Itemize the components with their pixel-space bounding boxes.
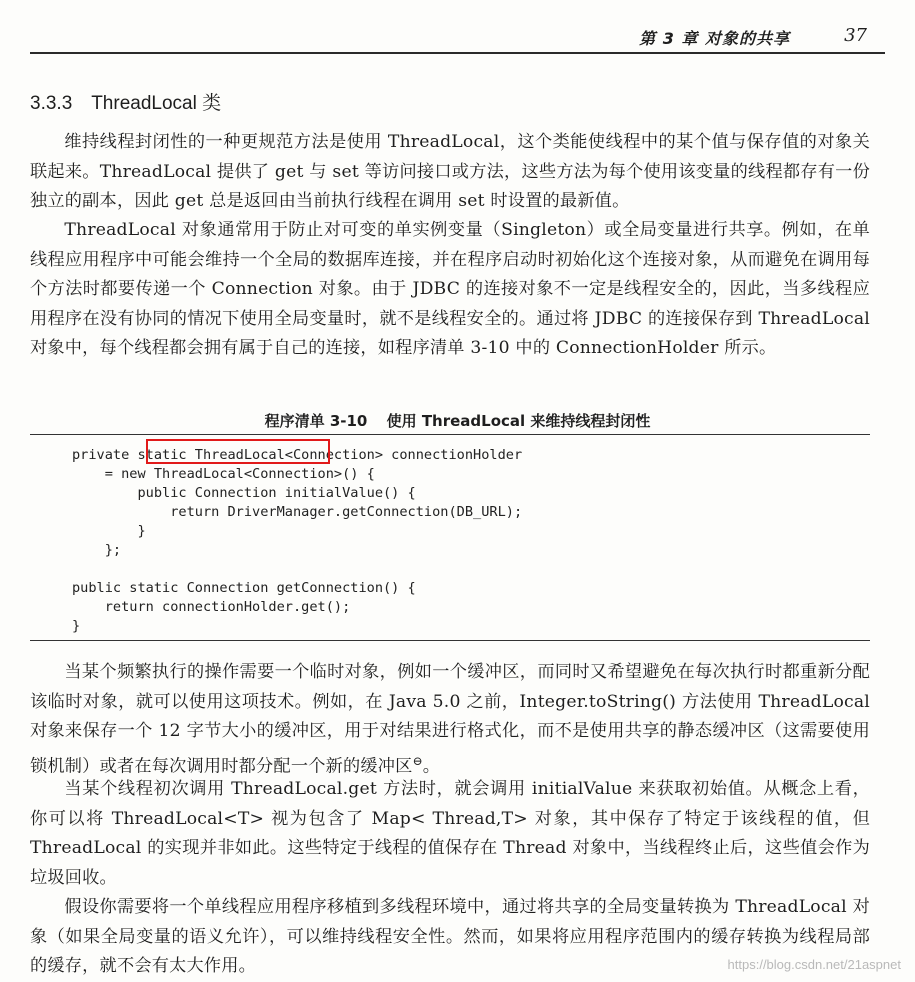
listing-title: 使用 ThreadLocal 来维持线程封闭性 [386,412,651,430]
paragraph-1: 维持线程封闭性的一种更规范方法是使用 ThreadLocal，这个类能使线程中的某个值与保存值的对象关联起来。ThreadLocal 提供了 get 与 set 等访问接口或方法，这些方法为每个使用该变量的线程都存有一份独立的副本，因此 get 总是返回由当前执行线程在调用 set 时设置的最新值。 [30,132,870,211]
code-line: private static ThreadLocal<Connection> connectionHolder [72,447,523,463]
watermark: https://blog.csdn.net/21aspnet [727,957,901,972]
paragraph-3-text: 当某个频繁执行的操作需要一个临时对象，例如一个缓冲区，而同时又希望避免在每次执行时都重新分配该临时对象，就可以使用这项技术。例如，在 Java 5.0 之前，Integer.toString() 方法使用 ThreadLocal 对象来保存一个 12 字节大小的缓冲区，用于对结果进行格式化，而不是使用共享的静态缓冲区（这需要使用锁机制）或者在每次调用时都分配一个新的缓冲区 [30,662,870,777]
running-header [30,22,885,54]
code-listing [30,434,870,641]
chapter-title: 第 3 章 对象的共享 [639,29,790,48]
code-line: }; [72,542,122,558]
paragraph-3-end: 。 [422,756,441,777]
code-line: } [72,618,81,634]
paragraph-5: 假设你需要将一个单线程应用程序移植到多线程环境中，通过将共享的全局变量转换为 ThreadLocal 对象（如果全局变量的语义允许），可以维持线程安全性。然而，如果将应用程序范围内的缓存转换为线程局部的缓存，就不会有太大作用。 [30,897,870,976]
page-number: 37 [844,25,867,46]
highlight-box [146,439,330,464]
code-line: return DriverManager.getConnection(DB_URL); [72,504,523,520]
code-line: } [72,523,146,539]
listing-number: 程序清单 3-10 [264,412,368,430]
section-heading [30,88,221,115]
listing-caption [0,410,915,431]
section-title-text: ThreadLocal 类 [91,93,222,114]
code-line: public Connection initialValue() { [72,485,416,501]
code-line: public static Connection getConnection() { [72,580,416,596]
footnote-marker[interactable]: ⊖ [412,753,423,768]
code-line: return connectionHolder.get(); [72,599,351,615]
paragraph-2: ThreadLocal 对象通常用于防止对可变的单实例变量（Singleton）或全局变量进行共享。例如，在单线程应用程序中可能会维持一个全局的数据库连接，并在程序启动时初始化这个连接对象，从而避免在调用每个方法时都要传递一个 Connection 对象。由于 JDBC 的连接对象不一定是线程安全的，因此，当多线程应用程序在没有协同的情况下使用全局变量时，就不是线程安全的。通过将 JDBC 的连接保存到 ThreadLocal 对象中，每个线程都会拥有属于自己的连接，如程序清单 3-10 中的 ConnectionHolder 所示。 [30,220,870,358]
paragraph-4: 当某个线程初次调用 ThreadLocal.get 方法时，就会调用 initialValue 来获取初始值。从概念上看，你可以将 ThreadLocal<T> 视为包含了 Map< Thread,T> 对象，其中保存了特定于该线程的值，但 ThreadLocal 的实现并非如此。这些特定于线程的值保存在 Thread 对象中，当线程终止后，这些值会作为垃圾回收。 [30,779,870,888]
code-line: = new ThreadLocal<Connection>() { [72,466,375,482]
section-number: 3.3.3 [30,93,73,114]
paragraph-3 [30,658,870,782]
